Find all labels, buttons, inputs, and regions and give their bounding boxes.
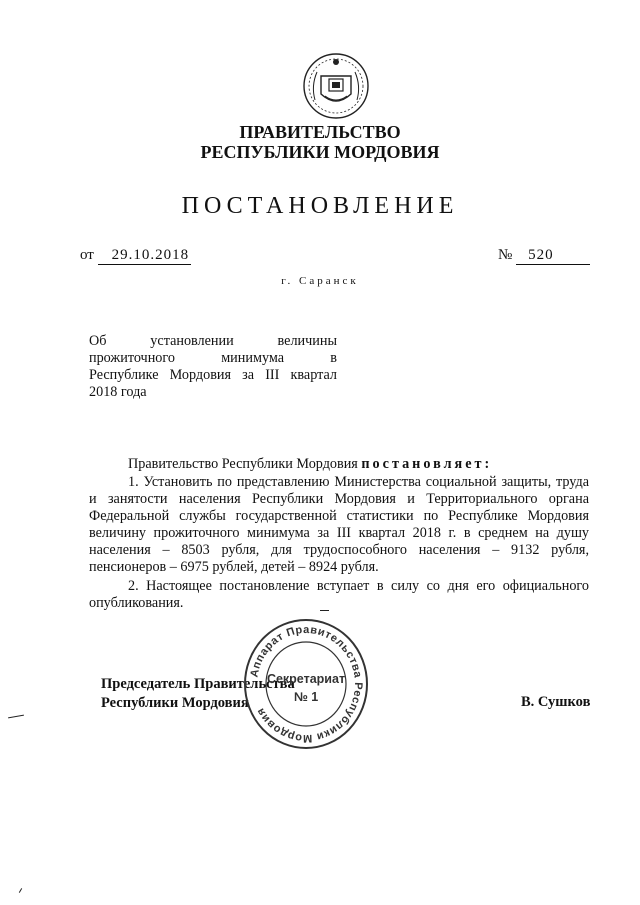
city: г. Саранск [281,275,359,287]
stamp-center-line2: № 1 [293,690,319,704]
date-prefix: от [80,247,94,263]
stamp-ring-text: Аппарат Правительства Республики Мордовия [248,623,365,745]
intro-text: Правительство Республики Мордовия [128,456,362,472]
org-title-line2: РЕСПУБЛИКИ МОРДОВИЯ [200,142,440,162]
document-number: 520 [516,247,590,265]
subject-line: 2018 года [89,384,147,400]
number-line [498,247,590,265]
signature-title-line1: Председатель Правительства [101,676,295,692]
scan-mark [8,715,24,719]
scan-mark [320,610,329,611]
subject-line: прожиточного минимума в [89,350,337,366]
org-title-line1: ПРАВИТЕЛЬСТВО [239,122,401,142]
date-line [80,247,191,265]
paragraph-1: 1. Установить по представлению Министерства социальной защиты, труда и занятости населения Республики Мордовия и Территориального органа Федеральной службы государственной статистики по Республике Мордовия величину прожиточного минимума за III квартал 2018 г. в среднем на душу населения – 8503 рубля, для трудоспособного населения – 9132 рубля, пенсионеров – 6975 рублей, детей – 8924 рубля. [89,474,589,575]
number-prefix: № [498,247,513,263]
subject-block [89,333,337,401]
document-type-heading: ПОСТАНОВЛЕНИЕ [181,193,459,219]
subject-line: Об установлении величины [89,333,337,349]
stamp-center-line1: Секретариат [266,672,346,686]
coat-of-arms-emblem [301,50,371,122]
subject-line: Республике Мордовия за III квартал [89,367,337,383]
official-stamp [242,617,370,751]
document-date: 29.10.2018 [98,247,192,265]
paragraph-2: 2. Настоящее постановление вступает в силу со дня его официального опубликования. [89,578,589,611]
intro-paragraph [89,456,589,473]
signature-title-line2: Республики Мордовия [101,695,249,711]
intro-emphasis: постановляет: [361,456,493,472]
scan-mark [19,888,22,893]
signer-name: В. Сушков [521,694,591,710]
